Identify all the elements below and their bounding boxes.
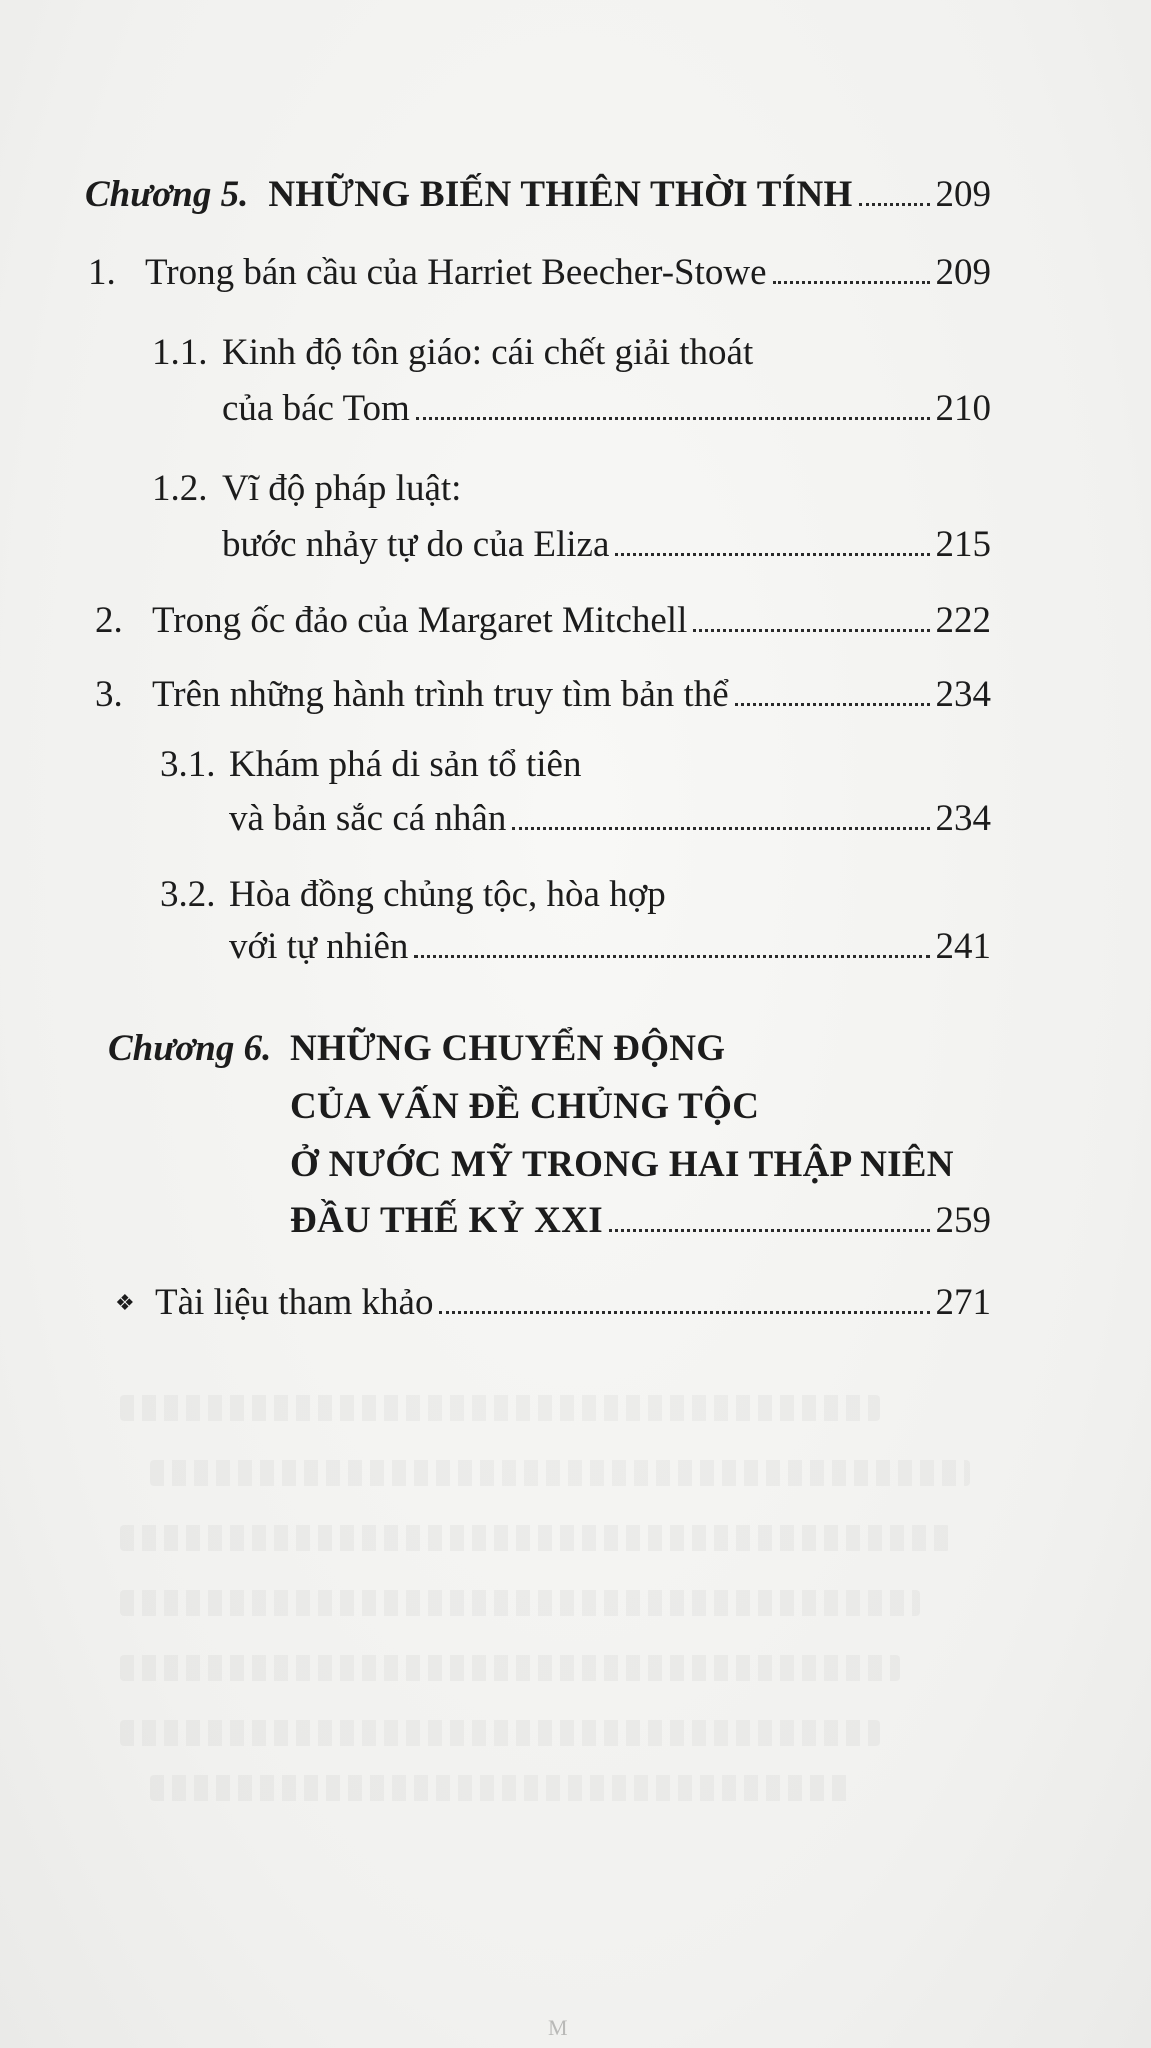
chapter5-label: Chương 5. (85, 174, 249, 215)
dot-leader (512, 827, 929, 830)
entry-page: 234 (935, 674, 991, 715)
chapter6-title-line: CỦA VẤN ĐỀ CHỦNG TỘC (290, 1086, 760, 1127)
entry-page: 209 (935, 252, 991, 293)
entry-page: 241 (935, 926, 991, 967)
entry-number: 3.1. (160, 744, 216, 785)
entry-number: 1.1. (152, 332, 208, 373)
dot-leader (859, 203, 930, 206)
references-entry (155, 1284, 991, 1321)
entry-number: 2. (95, 600, 123, 641)
toc-entry (222, 526, 991, 563)
toc-entry (145, 254, 991, 291)
entry-page: 215 (935, 524, 991, 565)
bullet-icon: ❖ (115, 1290, 135, 1315)
entry-title-cont: với tự nhiên (229, 926, 409, 967)
dot-leader (414, 955, 929, 958)
toc-entry (152, 602, 991, 639)
dot-leader (735, 703, 930, 706)
references-page: 271 (935, 1282, 991, 1323)
chapter6-title-line: Ở NƯỚC MỸ TRONG HAI THẬP NIÊN (290, 1144, 954, 1185)
references-title: Tài liệu tham khảo (155, 1282, 434, 1323)
toc-entry (222, 390, 991, 427)
page-number: M (548, 2015, 568, 2040)
entry-page: 222 (935, 600, 991, 641)
entry-title: Trong bán cầu của Harriet Beecher-Stowe (145, 252, 767, 293)
chapter5-page: 209 (935, 174, 991, 215)
chapter6-page: 259 (935, 1200, 991, 1241)
dot-leader (439, 1311, 929, 1314)
chapter5-title: NHỮNG BIẾN THIÊN THỜI TÍNH (268, 174, 853, 215)
chapter6-title-line: NHỮNG CHUYỂN ĐỘNG (290, 1028, 726, 1069)
chapter6-title-line: ĐẦU THẾ KỶ XXI (290, 1200, 603, 1241)
bleed-through (120, 1655, 900, 1681)
entry-title: Trong ốc đảo của Margaret Mitchell (152, 600, 688, 641)
bleed-through (150, 1775, 850, 1801)
entry-title: Khám phá di sản tổ tiên (229, 744, 582, 785)
entry-page: 210 (935, 388, 991, 429)
entry-title: Kinh độ tôn giáo: cái chết giải thoát (222, 332, 754, 373)
toc-entry (229, 928, 991, 965)
chapter5-heading (85, 176, 991, 213)
entry-number: 1. (88, 252, 116, 293)
entry-number: 3.2. (160, 874, 216, 915)
entry-title: Vĩ độ pháp luật: (222, 468, 462, 509)
dot-leader (693, 629, 929, 632)
bleed-through (120, 1395, 880, 1421)
entry-title-cont: bước nhảy tự do của Eliza (222, 524, 610, 565)
dot-leader (609, 1229, 930, 1232)
chapter6-label: Chương 6. (108, 1028, 272, 1069)
entry-number: 3. (95, 674, 123, 715)
toc-entry (152, 676, 991, 713)
toc-entry (229, 800, 991, 837)
entry-title: Trên những hành trình truy tìm bản thể (152, 674, 729, 715)
dot-leader (615, 553, 929, 556)
entry-number: 1.2. (152, 468, 208, 509)
entry-page: 234 (935, 798, 991, 839)
bleed-through (120, 1720, 880, 1746)
bleed-through (150, 1460, 970, 1486)
bleed-through (120, 1590, 920, 1616)
bleed-through (120, 1525, 950, 1551)
entry-title-cont: của bác Tom (222, 388, 410, 429)
entry-title: Hòa đồng chủng tộc, hòa hợp (229, 874, 666, 915)
dot-leader (416, 417, 930, 420)
entry-title-cont: và bản sắc cá nhân (229, 798, 507, 839)
dot-leader (773, 281, 930, 284)
chapter6-heading-last (290, 1202, 991, 1239)
